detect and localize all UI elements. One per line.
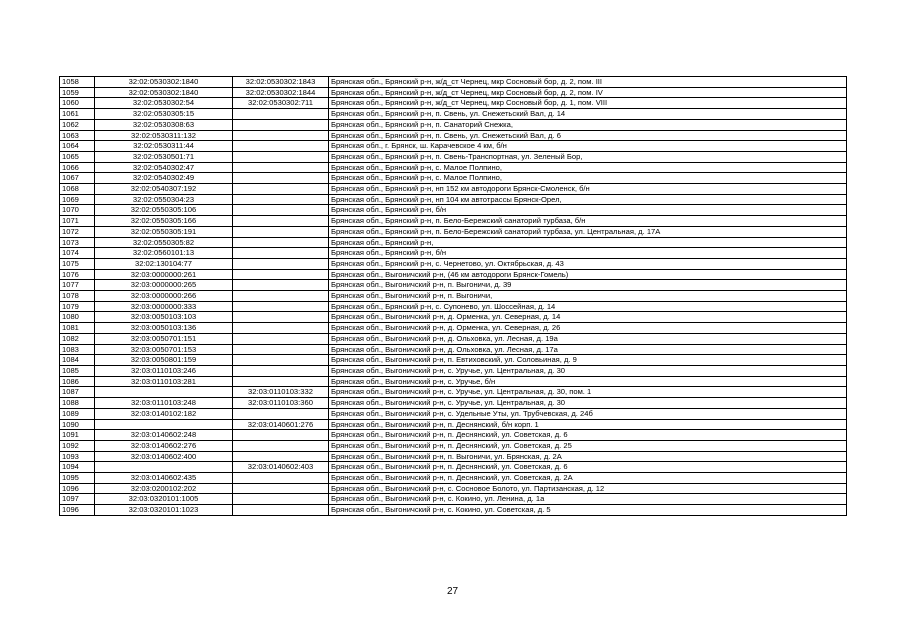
row-number-cell: 1063 — [60, 130, 95, 141]
table-row — [60, 398, 847, 409]
row-number-cell: 1085 — [60, 365, 95, 376]
cadastral-number-cell: 32:02:0550305:82 — [95, 237, 233, 248]
table-row — [60, 451, 847, 462]
related-cadastral-number-cell — [233, 205, 329, 216]
related-cadastral-number-cell — [233, 333, 329, 344]
table-row — [60, 344, 847, 355]
cadastral-number-cell: 32:02:0540302:47 — [95, 162, 233, 173]
row-number-cell: 1072 — [60, 226, 95, 237]
related-cadastral-number-cell — [233, 312, 329, 323]
address-cell: Брянская обл., Брянский р-н, с. Супонево, ул. Шоссейная, д. 14 — [329, 301, 847, 312]
related-cadastral-number-cell — [233, 494, 329, 505]
cadastral-number-cell: 32:03:0050103:103 — [95, 312, 233, 323]
related-cadastral-number-cell — [233, 226, 329, 237]
related-cadastral-number-cell — [233, 376, 329, 387]
row-number-cell: 1070 — [60, 205, 95, 216]
table-row — [60, 333, 847, 344]
address-cell: Брянская обл., Выгоничский р-н, с. Уручье, ул. Центральная, д. 30 — [329, 398, 847, 409]
cadastral-number-cell: 32:03:0050801:159 — [95, 355, 233, 366]
related-cadastral-number-cell — [233, 237, 329, 248]
cadastral-number-cell: 32:03:0050103:136 — [95, 323, 233, 334]
address-cell: Брянская обл., Выгоничский р-н, д. Орменка, ул. Северная, д. 14 — [329, 312, 847, 323]
table-row — [60, 323, 847, 334]
address-cell: Брянская обл., Выгоничский р-н, п. Деснянский, ул. Советская, д. 6 — [329, 430, 847, 441]
table-row — [60, 77, 847, 88]
related-cadastral-number-cell — [233, 151, 329, 162]
table-row — [60, 141, 847, 152]
cadastral-number-cell: 32:03:0050701:153 — [95, 344, 233, 355]
table-row — [60, 419, 847, 430]
cadastral-number-cell — [95, 387, 233, 398]
table-body — [60, 77, 847, 516]
address-cell: Брянская обл., Брянский р-н, нп 152 км автодороги Брянск-Смоленск, б/н — [329, 184, 847, 195]
row-number-cell: 1077 — [60, 280, 95, 291]
address-cell: Брянская обл., Выгоничский р-н, п. Деснянский, ул. Советская, д. 2А — [329, 473, 847, 484]
table-row — [60, 376, 847, 387]
table-row — [60, 87, 847, 98]
row-number-cell: 1066 — [60, 162, 95, 173]
cadastral-number-cell: 32:02:0530305:15 — [95, 109, 233, 120]
related-cadastral-number-cell — [233, 355, 329, 366]
address-cell: Брянская обл., Брянский р-н, ж/д_ст Чернец, мкр Сосновый бор, д. 2, пом. III — [329, 77, 847, 88]
row-number-cell: 1093 — [60, 451, 95, 462]
cadastral-number-cell: 32:03:0140602:400 — [95, 451, 233, 462]
cadastral-number-cell: 32:03:0110103:281 — [95, 376, 233, 387]
address-cell: Брянская обл., Брянский р-н, п. Свень-Транспортная, ул. Зеленый Бор, — [329, 151, 847, 162]
cadastral-number-cell: 32:03:0140102:182 — [95, 408, 233, 419]
cadastral-number-cell — [95, 419, 233, 430]
row-number-cell: 1092 — [60, 440, 95, 451]
cadastral-number-cell: 32:03:0320101:1023 — [95, 505, 233, 516]
cadastral-number-cell: 32:02:0550305:191 — [95, 226, 233, 237]
related-cadastral-number-cell — [233, 216, 329, 227]
address-cell: Брянская обл., Брянский р-н, ж/д_ст Чернец, мкр Сосновый бор, д. 1, пом. VIII — [329, 98, 847, 109]
row-number-cell: 1078 — [60, 291, 95, 302]
address-cell: Брянская обл., Брянский р-н, нп 104 км автотрассы Брянск-Орел, — [329, 194, 847, 205]
table-row — [60, 408, 847, 419]
related-cadastral-number-cell: 32:02:0530302:1843 — [233, 77, 329, 88]
related-cadastral-number-cell: 32:02:0530302:1844 — [233, 87, 329, 98]
page-number: 27 — [446, 586, 459, 597]
related-cadastral-number-cell — [233, 130, 329, 141]
related-cadastral-number-cell: 32:03:0140601:276 — [233, 419, 329, 430]
cadastral-number-cell: 32:02:0530302:1840 — [95, 77, 233, 88]
table-row — [60, 184, 847, 195]
address-cell: Брянская обл., Выгоничский р-н, с. Уручье, ул. Центральная, д. 30, пом. 1 — [329, 387, 847, 398]
row-number-cell: 1079 — [60, 301, 95, 312]
row-number-cell: 1067 — [60, 173, 95, 184]
row-number-cell: 1087 — [60, 387, 95, 398]
address-cell: Брянская обл., Брянский р-н, с. Чернетово, ул. Октябрьская, д. 43 — [329, 258, 847, 269]
row-number-cell: 1096 — [60, 483, 95, 494]
cadastral-number-cell — [95, 462, 233, 473]
row-number-cell: 1084 — [60, 355, 95, 366]
related-cadastral-number-cell — [233, 248, 329, 259]
address-cell: Брянская обл., Выгоничский р-н, п. Деснянский, ул. Советская, д. 25 — [329, 440, 847, 451]
table-row — [60, 216, 847, 227]
cadastral-number-cell: 32:02:0540302:49 — [95, 173, 233, 184]
related-cadastral-number-cell — [233, 301, 329, 312]
cadastral-number-cell: 32:03:0050701:151 — [95, 333, 233, 344]
table-row — [60, 248, 847, 259]
cadastral-number-cell: 32:02:0530501:71 — [95, 151, 233, 162]
address-cell: Брянская обл., Выгоничский р-н, д. Орменка, ул. Северная, д. 26 — [329, 323, 847, 334]
row-number-cell: 1062 — [60, 119, 95, 130]
cadastral-number-cell: 32:03:0110103:246 — [95, 365, 233, 376]
table-row — [60, 473, 847, 484]
address-cell: Брянская обл., Выгоничский р-н, д. Ольховка, ул. Лесная, д. 17а — [329, 344, 847, 355]
address-cell: Брянская обл., Выгоничский р-н, с. Удельные Уты, ул. Трубчевская, д. 24б — [329, 408, 847, 419]
address-cell: Брянская обл., Выгоничский р-н, с. Кокино, ул. Ленина, д. 1а — [329, 494, 847, 505]
table-row — [60, 205, 847, 216]
table-row — [60, 109, 847, 120]
address-cell: Брянская обл., Брянский р-н, п. Санаторий Снежка, — [329, 119, 847, 130]
row-number-cell: 1069 — [60, 194, 95, 205]
table-row — [60, 280, 847, 291]
row-number-cell: 1097 — [60, 494, 95, 505]
related-cadastral-number-cell — [233, 365, 329, 376]
row-number-cell: 1060 — [60, 98, 95, 109]
cadastral-number-cell: 32:02:130104:77 — [95, 258, 233, 269]
related-cadastral-number-cell — [233, 291, 329, 302]
cadastral-number-cell: 32:03:0140602:248 — [95, 430, 233, 441]
related-cadastral-number-cell — [233, 451, 329, 462]
related-cadastral-number-cell — [233, 269, 329, 280]
cadastral-number-cell: 32:02:0530311:132 — [95, 130, 233, 141]
cadastral-number-cell: 32:02:0540307:192 — [95, 184, 233, 195]
cadastral-number-cell: 32:02:0550305:166 — [95, 216, 233, 227]
address-cell: Брянская обл., Брянский р-н, б/н — [329, 248, 847, 259]
cadastral-number-cell: 32:02:0530302:54 — [95, 98, 233, 109]
address-cell: Брянская обл., Выгоничский р-н, п. Евтиховский, ул. Соловьиная, д. 9 — [329, 355, 847, 366]
address-cell: Брянская обл., Брянский р-н, ж/д_ст Чернец, мкр Сосновый бор, д. 2, пом. IV — [329, 87, 847, 98]
related-cadastral-number-cell — [233, 440, 329, 451]
related-cadastral-number-cell: 32:02:0530302:711 — [233, 98, 329, 109]
row-number-cell: 1075 — [60, 258, 95, 269]
row-number-cell: 1096 — [60, 505, 95, 516]
address-cell: Брянская обл., Выгоничский р-н, п. Деснянский, ул. Советская, д. 6 — [329, 462, 847, 473]
cadastral-number-cell: 32:03:0320101:1005 — [95, 494, 233, 505]
related-cadastral-number-cell — [233, 473, 329, 484]
address-cell: Брянская обл., Выгоничский р-н, п. Выгоничи, ул. Брянская, д. 2А — [329, 451, 847, 462]
related-cadastral-number-cell: 32:03:0110103:332 — [233, 387, 329, 398]
related-cadastral-number-cell: 32:03:0140602:403 — [233, 462, 329, 473]
table-row — [60, 440, 847, 451]
row-number-cell: 1091 — [60, 430, 95, 441]
table-row — [60, 269, 847, 280]
address-cell: Брянская обл., Брянский р-н, п. Свень, ул. Снежетьский Вал, д. 6 — [329, 130, 847, 141]
row-number-cell: 1080 — [60, 312, 95, 323]
related-cadastral-number-cell — [233, 119, 329, 130]
address-cell: Брянская обл., Выгоничский р-н, с. Уручье, ул. Центральная, д. 30 — [329, 365, 847, 376]
cadastral-number-cell: 32:03:0110103:248 — [95, 398, 233, 409]
row-number-cell: 1064 — [60, 141, 95, 152]
table-row — [60, 483, 847, 494]
table-row — [60, 365, 847, 376]
related-cadastral-number-cell — [233, 109, 329, 120]
address-cell: Брянская обл., Брянский р-н, — [329, 237, 847, 248]
table-row — [60, 226, 847, 237]
row-number-cell: 1059 — [60, 87, 95, 98]
row-number-cell: 1058 — [60, 77, 95, 88]
row-number-cell: 1094 — [60, 462, 95, 473]
address-cell: Брянская обл., Выгоничский р-н, с. Кокино, ул. Советская, д. 5 — [329, 505, 847, 516]
related-cadastral-number-cell — [233, 173, 329, 184]
address-cell: Брянская обл., Выгоничский р-н, п. Выгоничи, д. 39 — [329, 280, 847, 291]
related-cadastral-number-cell — [233, 430, 329, 441]
related-cadastral-number-cell — [233, 162, 329, 173]
related-cadastral-number-cell: 32:03:0110103:360 — [233, 398, 329, 409]
row-number-cell: 1095 — [60, 473, 95, 484]
table-row — [60, 291, 847, 302]
table-row — [60, 301, 847, 312]
cadastral-number-cell: 32:03:0000000:265 — [95, 280, 233, 291]
address-cell: Брянская обл., Брянский р-н, п. Свень, ул. Снежетьский Вал, д. 14 — [329, 109, 847, 120]
cadastral-number-cell: 32:03:0000000:266 — [95, 291, 233, 302]
address-cell: Брянская обл., Выгоничский р-н, п. Деснянский, б/н корп. 1 — [329, 419, 847, 430]
table-row — [60, 173, 847, 184]
table-row — [60, 462, 847, 473]
table-row — [60, 119, 847, 130]
table-row — [60, 194, 847, 205]
address-cell: Брянская обл., Брянский р-н, б/н — [329, 205, 847, 216]
cadastral-number-cell: 32:03:0140602:276 — [95, 440, 233, 451]
table-row — [60, 162, 847, 173]
table-row — [60, 387, 847, 398]
address-cell: Брянская обл., Выгоничский р-н, п. Выгоничи, — [329, 291, 847, 302]
address-cell: Брянская обл., Брянский р-н, п. Бело-Бережский санаторий турбаза, ул. Центральная, д. 17А — [329, 226, 847, 237]
address-cell: Брянская обл., Брянский р-н, с. Малое Полпино, — [329, 173, 847, 184]
property-register-table — [59, 76, 847, 516]
table-row — [60, 98, 847, 109]
table-row — [60, 151, 847, 162]
related-cadastral-number-cell — [233, 258, 329, 269]
row-number-cell: 1073 — [60, 237, 95, 248]
table-row — [60, 312, 847, 323]
address-cell: Брянская обл., Выгоничский р-н, д. Ольховка, ул. Лесная, д. 19а — [329, 333, 847, 344]
address-cell: Брянская обл., Выгоничский р-н, с. Сосновое Болото, ул. Партизанская, д. 12 — [329, 483, 847, 494]
cadastral-number-cell: 32:02:0530302:1840 — [95, 87, 233, 98]
cadastral-number-cell: 32:03:0140602:435 — [95, 473, 233, 484]
table-row — [60, 130, 847, 141]
cadastral-number-cell: 32:02:0550304:23 — [95, 194, 233, 205]
cadastral-number-cell: 32:03:0200102:202 — [95, 483, 233, 494]
address-cell: Брянская обл., Выгоничский р-н, (46 км автодороги Брянск-Гомель) — [329, 269, 847, 280]
table-row — [60, 494, 847, 505]
row-number-cell: 1090 — [60, 419, 95, 430]
table-row — [60, 258, 847, 269]
row-number-cell: 1089 — [60, 408, 95, 419]
row-number-cell: 1083 — [60, 344, 95, 355]
row-number-cell: 1071 — [60, 216, 95, 227]
row-number-cell: 1076 — [60, 269, 95, 280]
row-number-cell: 1074 — [60, 248, 95, 259]
cadastral-number-cell: 32:03:0000000:261 — [95, 269, 233, 280]
related-cadastral-number-cell — [233, 280, 329, 291]
table-row — [60, 505, 847, 516]
related-cadastral-number-cell — [233, 408, 329, 419]
cadastral-number-cell: 32:02:0530311:44 — [95, 141, 233, 152]
row-number-cell: 1082 — [60, 333, 95, 344]
address-cell: Брянская обл., Брянский р-н, п. Бело-Бережский санаторий турбаза, б/н — [329, 216, 847, 227]
related-cadastral-number-cell — [233, 323, 329, 334]
cadastral-number-cell: 32:02:0530308:63 — [95, 119, 233, 130]
related-cadastral-number-cell — [233, 184, 329, 195]
row-number-cell: 1088 — [60, 398, 95, 409]
table-row — [60, 237, 847, 248]
address-cell: Брянская обл., Брянский р-н, с. Малое Полпино, — [329, 162, 847, 173]
cadastral-number-cell: 32:02:0560101:13 — [95, 248, 233, 259]
row-number-cell: 1065 — [60, 151, 95, 162]
table-row — [60, 430, 847, 441]
related-cadastral-number-cell — [233, 141, 329, 152]
cadastral-number-cell: 32:03:0000000:333 — [95, 301, 233, 312]
related-cadastral-number-cell — [233, 505, 329, 516]
address-cell: Брянская обл., г. Брянск, ш. Карачевское 4 км, б/н — [329, 141, 847, 152]
row-number-cell: 1061 — [60, 109, 95, 120]
related-cadastral-number-cell — [233, 344, 329, 355]
row-number-cell: 1086 — [60, 376, 95, 387]
row-number-cell: 1068 — [60, 184, 95, 195]
address-cell: Брянская обл., Выгоничский р-н, с. Уручье, б/н — [329, 376, 847, 387]
table-row — [60, 355, 847, 366]
row-number-cell: 1081 — [60, 323, 95, 334]
cadastral-number-cell: 32:02:0550305:106 — [95, 205, 233, 216]
related-cadastral-number-cell — [233, 483, 329, 494]
related-cadastral-number-cell — [233, 194, 329, 205]
